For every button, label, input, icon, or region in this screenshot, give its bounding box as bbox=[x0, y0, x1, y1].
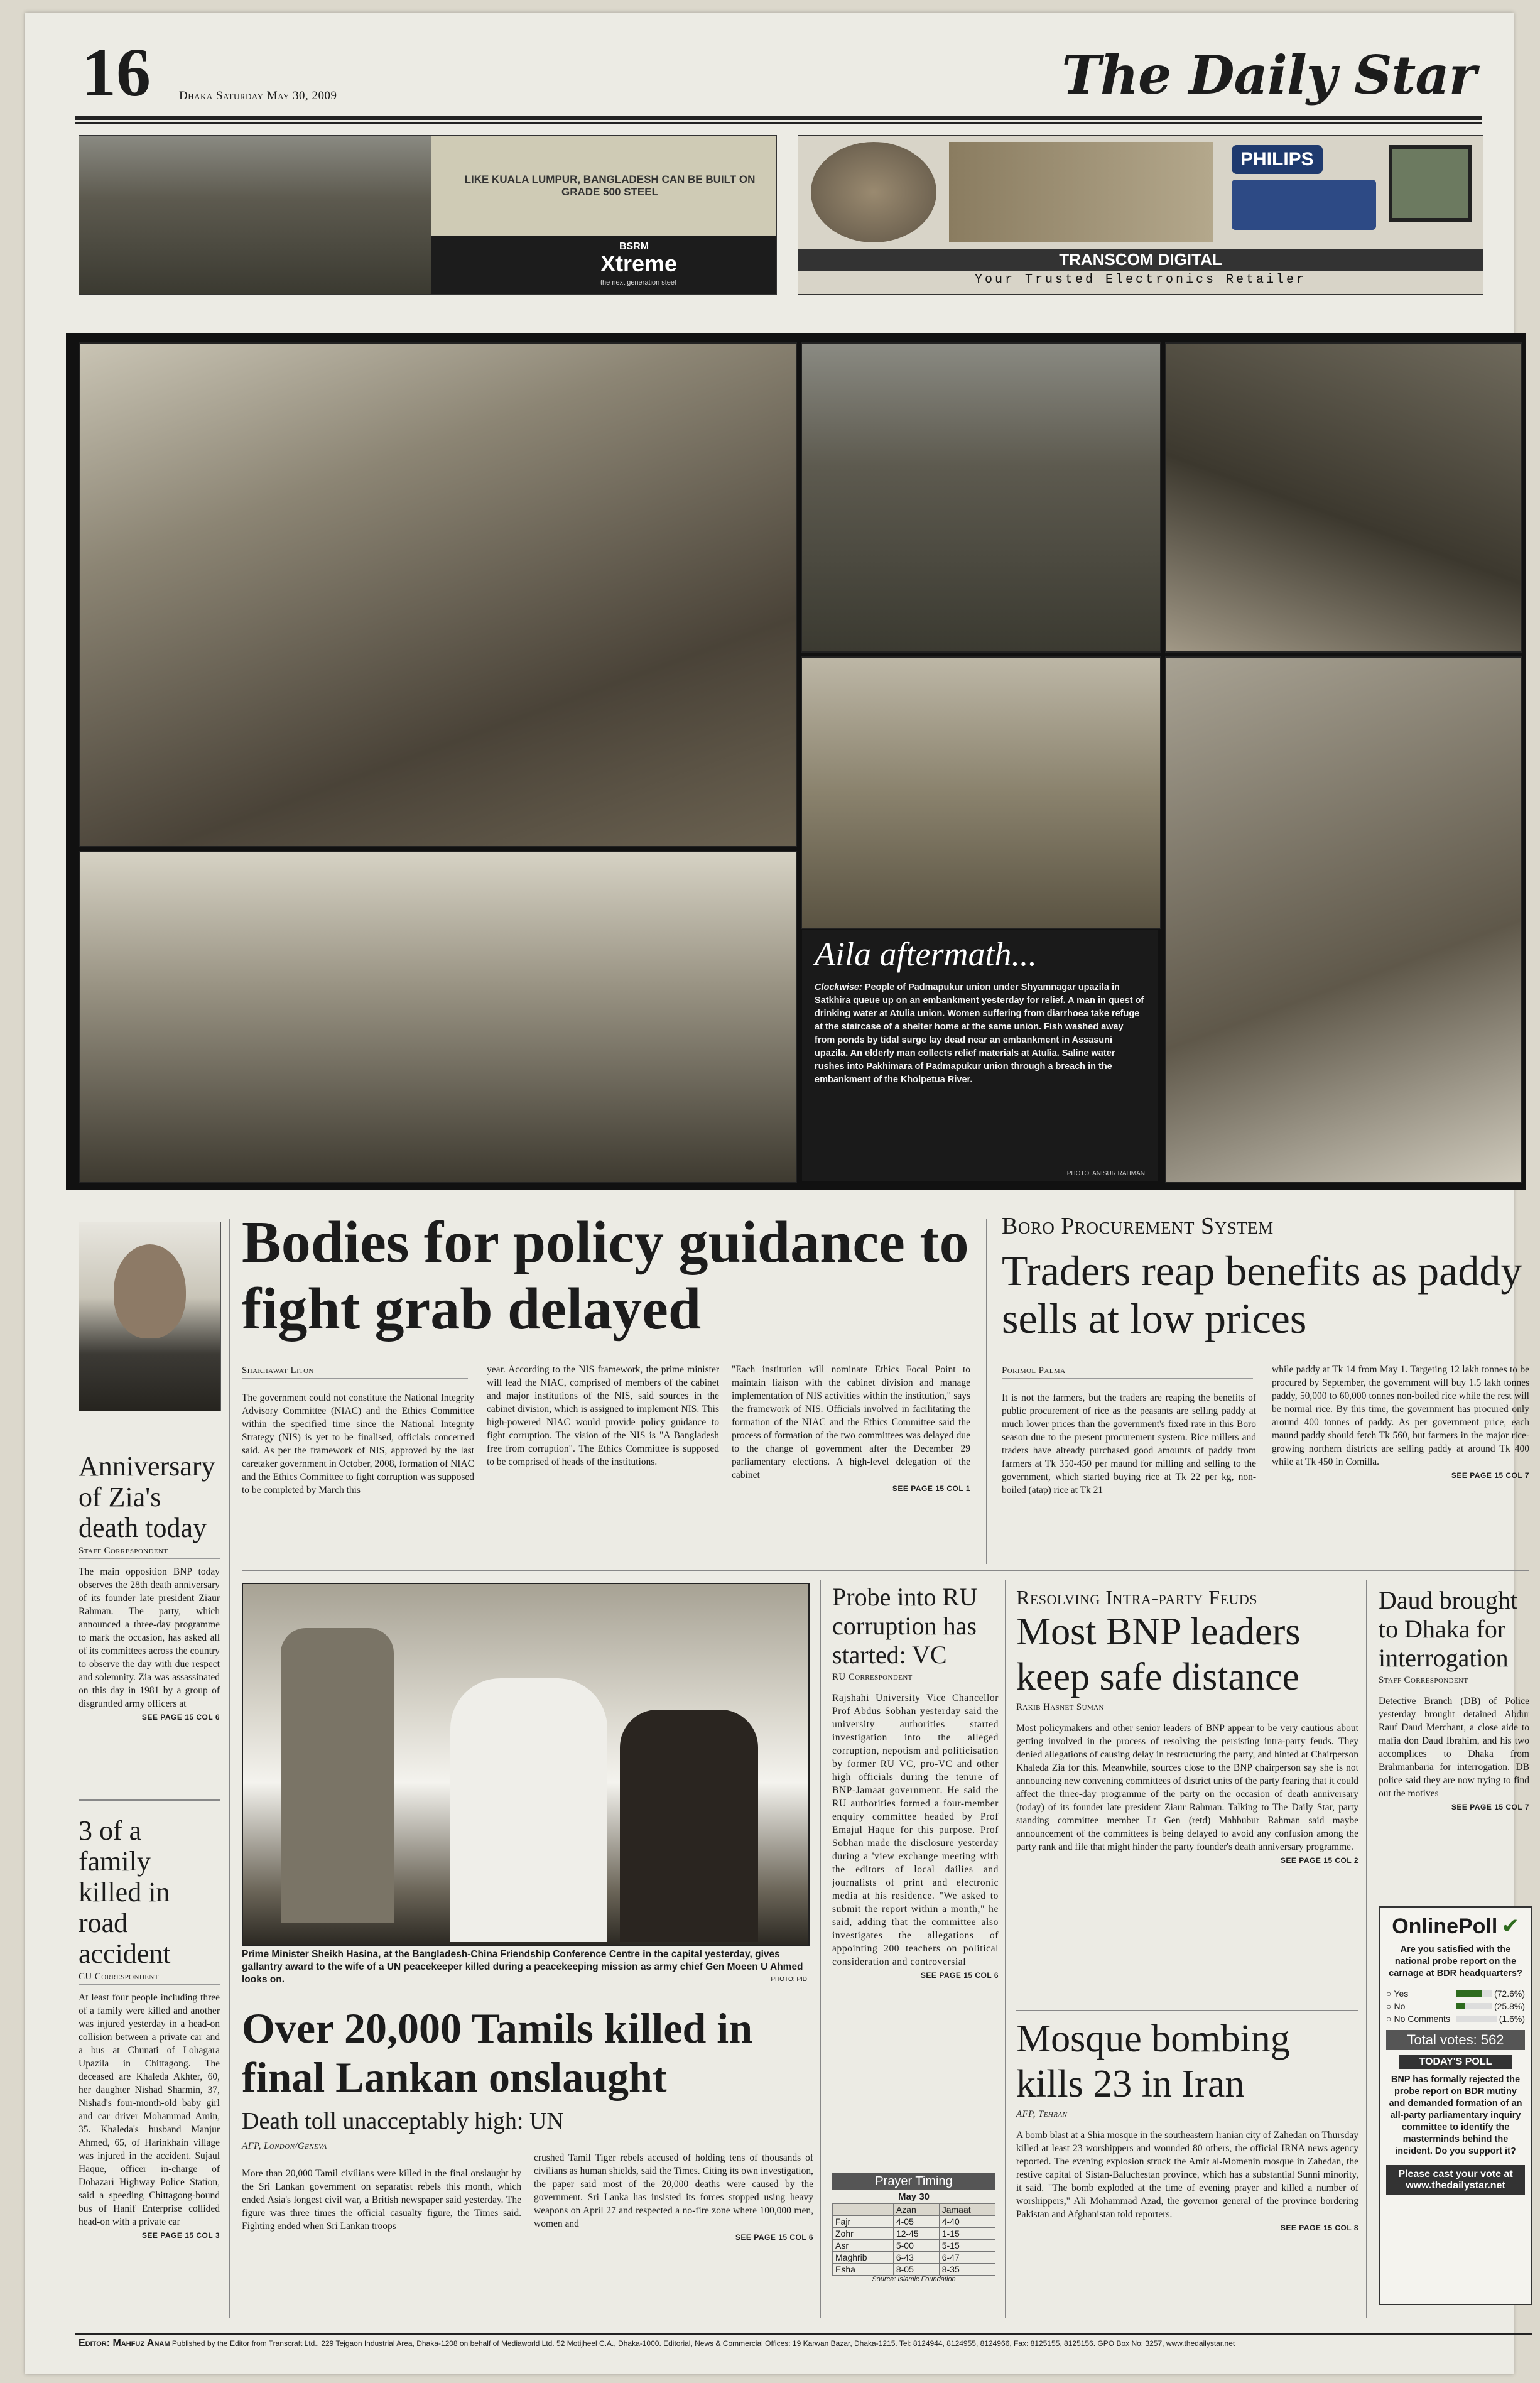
tamils-col2-wrap bbox=[534, 2151, 813, 2242]
prayer-box bbox=[832, 2173, 995, 2283]
poll-brand: OnlinePoll bbox=[1392, 1914, 1498, 1938]
anniversary-headline: Anniversary of Zia's death today bbox=[79, 1451, 215, 1543]
prayer-name: Maghrib bbox=[833, 2252, 894, 2264]
photo-relief-queue[interactable] bbox=[79, 342, 797, 847]
daud-story bbox=[1379, 1586, 1529, 1811]
anniversary-story bbox=[79, 1451, 220, 1722]
boro-byline: Porimol Palma bbox=[1002, 1365, 1253, 1379]
poll-option-label: Yes bbox=[1394, 1989, 1409, 1999]
policy-col1: The government could not constitute the National Integrity Advisory Committee (NIAC) and the Ethics Committee within the specified time since the National Integrity Strategy (NIS) is yet to be finalised, officials concerned said. As per the framework of NIS, approved by the last caretaker government in October, 2008, formation of NIAC and the Ethics Committee to fight corruption was supposed to be completed by March this bbox=[242, 1392, 474, 1495]
pm-photo-credit: PHOTO: PID bbox=[771, 1976, 807, 1983]
prayer-name: Fajr bbox=[833, 2216, 894, 2228]
ad-left-skyline bbox=[79, 136, 431, 294]
ad-left-brand-top: BSRM bbox=[619, 241, 649, 252]
anniversary-body: The main opposition BNP today observes the 28th death anniversary of its founder late president Ziaur Rahman. The party, which announced a three-day programme to mark the occasion, has asked all of its committees across the country to observe the day with due respect and solemnity. Zia was assassinated on this day in 1981 by a group of disgruntled army officers at bbox=[79, 1566, 220, 1709]
online-poll[interactable] bbox=[1379, 1906, 1532, 2305]
boro-see[interactable]: SEE PAGE 15 COL 7 bbox=[1451, 1471, 1529, 1480]
poll-total: Total votes: 562 bbox=[1386, 2030, 1525, 2050]
ru-story bbox=[832, 1583, 999, 1980]
poll-option-pct: (72.6%) bbox=[1494, 1989, 1525, 1999]
daud-body: Detective Branch (DB) of Police yesterday brought detained Abdur Rauf Daud Merchant, a close aide to mafia don Daud Ibrahim, and his two accomplices to Dhaka from Brahmanbaria for interrogation. DB police said they are now trying to find out the motives bbox=[1379, 1696, 1529, 1799]
checkmark-icon: ✔ bbox=[1501, 1915, 1519, 1938]
daud-headline: Daud brought to Dhaka for interrogation bbox=[1379, 1586, 1518, 1672]
ad-right-tv-icon bbox=[1389, 145, 1472, 222]
footer-imprint: Published by the Editor from Transcraft Ltd., 229 Tejgaon Industrial Area, Dhaka-1208 on behalf of Mediaworld Ltd. 52 Motijheel C.A., Dhaka-1000. Editorial, News & Commercial Offices: 19 Karwan Bazar, Dhaka-1215. Tel: 8124944, 8124955, 8124966, Fax: 8125155, 8125156. GPO Box No: 3257, www.thedailystar.net bbox=[171, 2339, 1235, 2348]
policy-headline: Bodies for policy guidance to fight grab delayed bbox=[242, 1210, 969, 1342]
radio-icon[interactable]: ○ bbox=[1386, 2014, 1392, 2024]
poll-bar-fill bbox=[1456, 2003, 1465, 2009]
poll-option-label: No Comments bbox=[1394, 2014, 1450, 2024]
iran-byline: AFP, Tehran bbox=[1016, 2109, 1358, 2122]
photo-caption-lead: Clockwise: bbox=[815, 982, 862, 992]
prayer-row bbox=[833, 2240, 995, 2252]
radio-icon[interactable]: ○ bbox=[1386, 1989, 1392, 1999]
prayer-jamaat: 6-47 bbox=[939, 2252, 995, 2264]
prayer-azan: 4-05 bbox=[893, 2216, 939, 2228]
bnp-see[interactable]: SEE PAGE 15 COL 2 bbox=[1280, 1856, 1358, 1865]
ru-body: Rajshahi University Vice Chancellor Prof Abdus Sobhan yesterday said the university authorities started investigation into the alleged corruption, nepotism and politicisation by former RU VC, pro-VC and other high officials during the tenure of BNP-Jamaat government. He said the RU authorities formed a four-member enquiry committee headed by Prof Emajul Haque for this purpose. Prof Sobhan made the disclosure yesterday during a 'view exchange meeting with the editors of local dailies and journalists of print and electronic media at his residence. "We asked to submit the report within a month," he said, adding that the committee also investigates the allegations of appointing 200 teachers on political consideration and controversial bbox=[832, 1693, 999, 1967]
prayer-title: Prayer Timing bbox=[832, 2173, 995, 2190]
iran-see[interactable]: SEE PAGE 15 COL 8 bbox=[1280, 2223, 1358, 2232]
photo-saline-breach[interactable] bbox=[79, 851, 797, 1183]
poll-option-pct: (1.6%) bbox=[1499, 2014, 1525, 2024]
pm-caption-wrap bbox=[242, 1948, 807, 1986]
prayer-col-head: Azan bbox=[893, 2204, 939, 2216]
prayer-table bbox=[832, 2203, 995, 2276]
poll-bar bbox=[1456, 2003, 1492, 2009]
bnp-body: Most policymakers and other senior leaders of BNP appear to be very cautious about getting involved in the process of resolving the persisting intra-party feuds. They denied allegations of causing delay in restructuring the party, and hinted at Chairperson Khaleda Zia for this. Meanwhile, sources close to the BNP chairperson say she is not announcing new convening committees of district units of the party fearing that it could affect the three-day programme of the party on the occasion of death anniversary (today) of its founder late president Ziaur Rahman. Talking to The Daily Star, party standing committee member Lt Gen (retd) Mahbubur Rahman said maybe announcement of the committees is being delayed to avoid any confusion among the party rank and file that might hinder the party founder's death anniversary programme. bbox=[1016, 1723, 1358, 1852]
zia-portrait[interactable] bbox=[79, 1222, 221, 1411]
ad-right-brand: PHILIPS bbox=[1232, 145, 1323, 174]
photo-elderly-man[interactable] bbox=[801, 656, 1161, 929]
prayer-azan: 12-45 bbox=[893, 2228, 939, 2240]
bnp-byline: Rakib Hasnet Suman bbox=[1016, 1702, 1358, 1715]
poll-bar-fill bbox=[1456, 1990, 1482, 1997]
ru-headline: Probe into RU corruption has started: VC bbox=[832, 1583, 978, 1669]
iran-story bbox=[1016, 2016, 1358, 2232]
daud-byline: Staff Correspondent bbox=[1379, 1675, 1529, 1688]
poll-option-pct: (25.8%) bbox=[1494, 2001, 1525, 2011]
policy-col3-wrap bbox=[732, 1363, 970, 1493]
tamils-col2: crushed Tamil Tiger rebels accused of holding tens of thousands of civilians as human shields, said the Times. Citing its own investigation, the paper said most of the 20,000 deaths were caused by the government. Sri Lanka has insisted its forces stopped using heavy weapons on April 27 and respected a no-fire zone where 100,000 men, women and bbox=[534, 2152, 813, 2229]
poll-option[interactable] bbox=[1386, 2014, 1525, 2024]
bnp-kicker: Resolving Intra-party Feuds bbox=[1016, 1586, 1258, 1609]
footer bbox=[79, 2338, 1529, 2349]
prayer-date: May 30 bbox=[897, 2191, 930, 2202]
prayer-jamaat: 1-15 bbox=[939, 2228, 995, 2240]
bnp-headline: Most BNP leaders keep safe distance bbox=[1016, 1610, 1301, 1698]
figure-widow bbox=[620, 1710, 758, 1942]
footer-editor: Editor: Mahfuz Anam bbox=[79, 2338, 170, 2348]
boro-col1: It is not the farmers, but the traders are reaping the benefits of public procurement of rice as the peasants are selling paddy at much lower prices than the government's fixed rate in this Boro season due to the present procurement system. Rice millers and traders have already purchased good amounts of paddy from farmers at Tk 350-450 per maund for milling and selling to the government, which started buying rice at Tk 22 per kg, non-boiled (atap) rice at Tk 21 bbox=[1002, 1392, 1256, 1495]
prayer-azan: 5-00 bbox=[893, 2240, 939, 2252]
tamils-byline: AFP, London/Geneva bbox=[242, 2141, 518, 2154]
prayer-azan: 6-43 bbox=[893, 2252, 939, 2264]
photo-shelter-women[interactable] bbox=[1165, 342, 1522, 653]
photo-dead-fish[interactable] bbox=[1165, 656, 1522, 1183]
todays-poll-question: BNP has formally rejected the probe report on BDR mutiny and demanded formation of an all-party parliamentary inquiry committee to identify the masterminds behind the incident. Do you support it? bbox=[1389, 2075, 1522, 2156]
daud-see[interactable]: SEE PAGE 15 COL 7 bbox=[1451, 1803, 1529, 1811]
ad-left-brand: Xtreme bbox=[600, 251, 678, 276]
masthead-rule-thin bbox=[75, 122, 1482, 124]
prayer-row bbox=[833, 2252, 995, 2264]
family-killed-story bbox=[79, 1815, 220, 2240]
figure-officer bbox=[281, 1628, 394, 1923]
anniversary-see[interactable]: SEE PAGE 15 COL 6 bbox=[141, 1713, 220, 1722]
prayer-col-head: Jamaat bbox=[939, 2204, 995, 2216]
figure-pm bbox=[450, 1678, 607, 1942]
prayer-name: Zohr bbox=[833, 2228, 894, 2240]
tamils-see[interactable]: SEE PAGE 15 COL 6 bbox=[735, 2233, 813, 2242]
family-killed-see[interactable]: SEE PAGE 15 COL 3 bbox=[141, 2231, 220, 2240]
anniversary-byline: Staff Correspondent bbox=[79, 1546, 220, 1559]
poll-cta[interactable]: Please cast your vote at www.thedailystar.net bbox=[1386, 2165, 1525, 2195]
poll-option[interactable] bbox=[1386, 1989, 1525, 1999]
poll-question: Are you satisfied with the national probe report on the carnage at BDR headquarters? bbox=[1389, 1945, 1522, 1979]
tamils-subhead: Death toll unacceptably high: UN bbox=[242, 2108, 564, 2134]
pm-caption: Prime Minister Sheikh Hasina, at the Bangladesh-China Friendship Conference Centre in the capital yesterday, gives gallantry award to the wife of a UN peacekeeper killed during a peacekeeping mission as army chief Gen Moeen U Ahmed looks on. bbox=[242, 1949, 803, 1985]
ru-see[interactable]: SEE PAGE 15 COL 6 bbox=[920, 1971, 999, 1980]
masthead-logo: The Daily Star bbox=[1061, 44, 1476, 106]
photo-credit: PHOTO: ANISUR RAHMAN bbox=[1066, 1170, 1145, 1177]
todays-poll-label: TODAY'S POLL bbox=[1399, 2055, 1512, 2069]
prayer-row bbox=[833, 2216, 995, 2228]
prayer-jamaat: 4-40 bbox=[939, 2216, 995, 2228]
iran-headline: Mosque bombing kills 23 in Iran bbox=[1016, 2017, 1290, 2105]
ad-right-bengali-logo bbox=[811, 142, 936, 242]
photo-water-seeker[interactable] bbox=[801, 342, 1161, 653]
poll-options bbox=[1386, 1989, 1525, 2024]
tamils-headline: Over 20,000 Tamils killed in final Lankan onslaught bbox=[242, 2004, 753, 2101]
policy-see[interactable]: SEE PAGE 15 COL 1 bbox=[892, 1484, 970, 1493]
poll-option-label: No bbox=[1394, 2001, 1406, 2011]
poll-option[interactable] bbox=[1386, 2001, 1525, 2011]
ad-right[interactable] bbox=[798, 135, 1483, 295]
photo-pm-award[interactable] bbox=[242, 1583, 810, 1946]
family-killed-headline: 3 of a family killed in road accident bbox=[79, 1815, 171, 1969]
poll-bar bbox=[1456, 1990, 1492, 1997]
iran-body: A bomb blast at a Shia mosque in the southeastern Iranian city of Zahedan on Thursday killed at least 23 worshippers and wounded 80 others, the official IRNA news agency reported. The evening explosion struck the Amir al-Momenin mosque in Zahedan, the restive capital of Sistan-Baluchestan province, which has a substantial Sunni minority, it said. "The bomb exploded at the time of evening prayer and killed a number of worshippers," Ali Mohammad Azad, the governor general of the province bordering Pakistan and Afghanistan told reporters. bbox=[1016, 2130, 1358, 2220]
policy-col3: "Each institution will nominate Ethics Focal Point to maintain liaison with the cabinet division and manage implementation of NIS activities within the institution," says the framework of NIS. Officials involved in facilitating the formation of the NIAC and the Ethics Committee said the process of formation of the two committees was delayed due to the change of government after the December 29 parliamentary elections. A high-level delegation of the cabinet bbox=[732, 1364, 970, 1480]
newspaper-page bbox=[25, 13, 1529, 2374]
boro-col2-wrap bbox=[1272, 1363, 1529, 1480]
radio-icon[interactable]: ○ bbox=[1386, 2001, 1392, 2011]
prayer-row bbox=[833, 2264, 995, 2276]
policy-byline: Shakhawat Liton bbox=[242, 1365, 468, 1379]
dateline: Dhaka Saturday May 30, 2009 bbox=[179, 89, 337, 102]
photo-feature-title: Aila aftermath... bbox=[815, 935, 1037, 973]
prayer-source: Source: Islamic Foundation bbox=[872, 2276, 956, 2283]
family-killed-body: At least four people including three of a family were killed and another was injured yesterday in a head-on collision between a private car and a bus at Chunati of Lohagara Upazila in Chittagong. The deceased are Khaleda Akhter, 60, her daughter Nishad Sharmin, 37, Nishad's four-month-old baby girl and car driver Mohammad Amin, 35. Khaleda's husband Manjur Ahmed, 65, of Harinkhain village was injured in the accident. Sujaul Haque, officer in-charge of Dohazari Highway Police Station, said a speeding Chittagong-bound bus of Hanif Enterprise collided head-on with a private car bbox=[79, 1992, 220, 2227]
prayer-row bbox=[833, 2228, 995, 2240]
prayer-jamaat: 5-15 bbox=[939, 2240, 995, 2252]
masthead-rule bbox=[75, 116, 1482, 120]
ad-right-retailer: TRANSCOM DIGITAL bbox=[798, 249, 1483, 271]
ru-byline: RU Correspondent bbox=[832, 1672, 999, 1685]
prayer-name: Esha bbox=[833, 2264, 894, 2276]
poll-bar bbox=[1456, 2016, 1496, 2022]
tamils-col1: More than 20,000 Tamil civilians were killed in the final onslaught by the Sri Lankan government on separatist rebels this month, which ended Asia's longest civil war, a British newspaper said yesterday. The figure was three times the official casualty figure, the Times said. Fighting ended when Sri Lankan troops bbox=[242, 2168, 521, 2232]
ad-left-text: LIKE KUALA LUMPUR, BANGLADESH CAN BE BUILT ON GRADE 500 STEEL bbox=[464, 173, 756, 198]
prayer-jamaat: 8-35 bbox=[939, 2264, 995, 2276]
prayer-col-head bbox=[833, 2204, 894, 2216]
portrait-face bbox=[114, 1244, 186, 1338]
photo-caption-box bbox=[802, 930, 1158, 1181]
page-number: 16 bbox=[82, 34, 151, 111]
boro-col2: while paddy at Tk 14 from May 1. Targeting 12 lakh tonnes to be procured by September, the government will buy 1.5 lakh tonnes paddy, 50,000 to 60,000 tonnes non-boiled rice while the rest will be normal rice. By this time, the government has procured only around 400 tonnes of paddy. As per government price, each maund paddy should fetch Tk 560, but farmers in the major rice-growing northern districts are selling paddy at around Tk 400 while at Tk 450 in Comilla. bbox=[1272, 1364, 1529, 1467]
policy-col2: year. According to the NIS framework, the prime minister will lead the NIAC, comprised of members of the cabinet and major institutions of the NIS, said sources in the cabinet division, which is assigned to implement NIS. This high-powered NIAC would provide policy guidance to fight corruption. The vision of the NIS is "A Bangladesh free from corruption". The Ethics Committee is supposed to be comprised of heads of the institutions. bbox=[487, 1364, 719, 1467]
ad-left-brand-sub: the next generation steel bbox=[600, 279, 676, 286]
ad-right-tagline: Your Trusted Electronics Retailer bbox=[974, 273, 1307, 287]
prayer-azan: 8-05 bbox=[893, 2264, 939, 2276]
family-killed-byline: CU Correspondent bbox=[79, 1972, 220, 1985]
photo-caption: People of Padmapukur union under Shyamnagar upazila in Satkhira queue up on an embankment yesterday for relief. A man in quest of drinking water at Atulia union. Women suffering from diarrhoea take refuge at the staircase of a shelter home at the same union. Fish washed away from ponds by tidal surge lay dead near an embankment in Assasuni upazila. An elderly man collects relief materials at Atulia. Saline water rushes into Pakhimara of Padmapukur union through a breach in the embankment of the Kholpetua River. bbox=[815, 982, 1144, 1085]
boro-kicker: Boro Procurement System bbox=[1002, 1213, 1274, 1239]
bnp-story bbox=[1016, 1586, 1358, 1865]
prayer-name: Asr bbox=[833, 2240, 894, 2252]
boro-headline: Traders reap benefits as paddy sells at low prices bbox=[1002, 1247, 1522, 1342]
ad-left[interactable] bbox=[79, 135, 777, 295]
